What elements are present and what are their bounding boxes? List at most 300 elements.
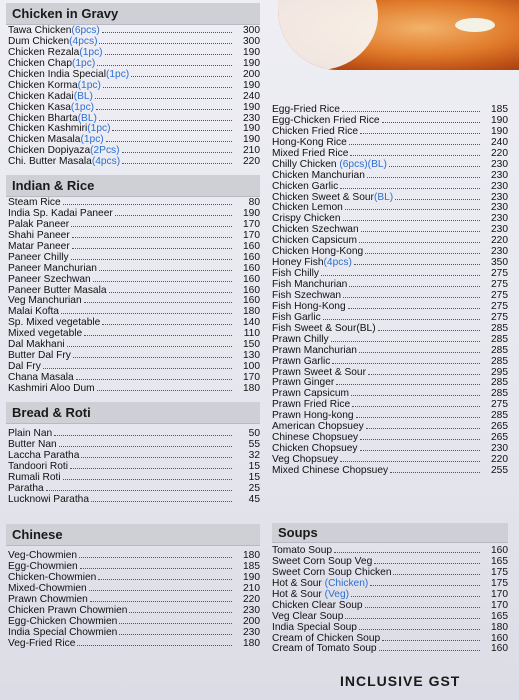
item-price: 275 xyxy=(491,268,508,280)
dot-leader xyxy=(105,47,232,55)
item-note: (1pc) xyxy=(77,79,101,91)
item-label: Prawn Chilly xyxy=(272,333,329,345)
item-price: 45 xyxy=(248,493,260,505)
item-label: Prawn Sweet & Sour xyxy=(272,366,366,378)
dot-leader xyxy=(72,230,232,238)
item-label: Laccha Paratha xyxy=(8,449,80,461)
dot-leader xyxy=(366,421,480,429)
item-label: Chicken Chap xyxy=(8,57,72,69)
menu-item xyxy=(6,219,260,230)
dot-leader xyxy=(59,439,232,447)
item-price: 160 xyxy=(491,545,508,556)
menu-item xyxy=(272,443,508,454)
item-label: Mixed Chinese Chopsuey xyxy=(272,464,389,476)
item-price: 190 xyxy=(243,101,260,113)
item-label: Chicken Kadai xyxy=(8,90,74,102)
item-note: (Chicken) xyxy=(324,577,369,589)
dot-leader xyxy=(331,334,480,342)
item-label: Sweet Corn Soup Chicken xyxy=(272,566,392,578)
menu-section xyxy=(6,3,260,167)
dot-leader xyxy=(70,461,232,469)
menu-item xyxy=(6,594,260,605)
item-label: Chicken Korma xyxy=(8,79,78,91)
dot-leader xyxy=(332,356,480,364)
menu-item xyxy=(272,170,508,181)
item-price: 285 xyxy=(491,410,508,422)
item-price: 275 xyxy=(491,279,508,290)
menu-item xyxy=(272,465,508,476)
item-label: Mixed-Chowmien xyxy=(8,582,87,594)
item-price: 210 xyxy=(243,145,260,157)
dot-leader xyxy=(71,219,232,227)
section-title: Bread & Roti xyxy=(6,402,260,424)
item-label: Chicken Hong-Kong xyxy=(272,246,364,258)
item-note: (2Pcs) xyxy=(90,145,120,157)
item-price: 350 xyxy=(491,257,508,269)
dot-leader xyxy=(365,246,480,254)
item-price: 230 xyxy=(491,213,508,225)
menu-section xyxy=(6,175,260,394)
menu-item xyxy=(6,483,260,494)
item-price: 185 xyxy=(491,104,508,115)
menu-item xyxy=(272,301,508,312)
item-price: 275 xyxy=(491,311,508,323)
item-label: Rumali Roti xyxy=(8,471,61,483)
menu-item xyxy=(6,274,260,285)
menu-item xyxy=(272,589,508,600)
item-note: (1pc) xyxy=(80,134,104,146)
item-price: 190 xyxy=(491,125,508,137)
dot-leader xyxy=(102,25,232,33)
item-label: Chicken Prawn Chowmien xyxy=(8,604,128,616)
item-price: 265 xyxy=(491,432,508,444)
item-price: 165 xyxy=(491,610,508,622)
dot-leader xyxy=(97,58,232,66)
dot-leader xyxy=(122,156,232,164)
item-price: 275 xyxy=(491,289,508,301)
menu-item xyxy=(272,377,508,388)
item-price: 100 xyxy=(243,361,260,373)
menu-item xyxy=(6,123,260,134)
item-label: Fish Garlic xyxy=(272,311,321,323)
menu-item xyxy=(6,572,260,583)
dot-leader xyxy=(370,578,480,586)
item-price: 165 xyxy=(491,555,508,567)
dot-leader xyxy=(340,454,480,462)
item-label: Prawn Hong-kong xyxy=(272,410,354,422)
menu-item xyxy=(6,361,260,372)
item-label: Prawn Fried Rice xyxy=(272,399,351,411)
item-label: Tawa Chicken xyxy=(8,25,72,36)
item-label: Palak Paneer xyxy=(8,218,70,230)
right-item-list xyxy=(272,104,508,476)
dot-leader xyxy=(122,145,232,153)
item-label: Chicken Rezala xyxy=(8,46,80,58)
dot-leader xyxy=(76,372,232,380)
item-label: Chicken Capsicum xyxy=(272,235,357,247)
soups-section xyxy=(272,523,508,654)
item-price: 190 xyxy=(243,57,260,69)
item-price: 220 xyxy=(491,147,508,159)
item-price: 300 xyxy=(243,35,260,47)
item-price: 230 xyxy=(491,202,508,214)
item-price: 230 xyxy=(491,224,508,236)
item-price: 240 xyxy=(243,90,260,102)
item-label: Egg-Fried Rice xyxy=(272,104,340,115)
dot-leader xyxy=(102,317,232,325)
item-price: 295 xyxy=(491,366,508,378)
item-price: 300 xyxy=(243,25,260,36)
dot-leader xyxy=(93,274,232,282)
item-label: Dal Fry xyxy=(8,361,41,373)
menu-item xyxy=(6,208,260,219)
item-price: 230 xyxy=(491,443,508,455)
dot-leader xyxy=(389,159,480,167)
item-label: Mixed Fried Rice xyxy=(272,147,349,159)
item-label: Chicken Fried Rice xyxy=(272,125,359,137)
menu-item xyxy=(272,323,508,334)
dot-leader xyxy=(390,465,480,473)
menu-item xyxy=(272,213,508,224)
menu-item xyxy=(6,58,260,69)
menu-item xyxy=(272,312,508,323)
menu-item xyxy=(272,181,508,192)
item-label: Chilly Chicken xyxy=(272,158,340,170)
dot-leader xyxy=(54,428,232,436)
item-note: (1pc) xyxy=(72,57,96,69)
dot-leader xyxy=(115,208,232,216)
item-price: 230 xyxy=(491,158,508,170)
item-label: Dal Makhani xyxy=(8,339,65,351)
item-note: (1pc) xyxy=(79,46,103,58)
item-label: Fish Chilly xyxy=(272,268,319,280)
menu-item xyxy=(6,285,260,296)
item-label: Fish Manchurian xyxy=(272,279,348,290)
menu-item xyxy=(6,80,260,91)
menu-item xyxy=(6,69,260,80)
dot-leader xyxy=(119,627,232,635)
item-price: 190 xyxy=(243,123,260,135)
menu-item xyxy=(6,295,260,306)
dot-leader xyxy=(395,192,480,200)
item-note: (4pcs) xyxy=(91,156,121,168)
item-label: Veg Manchurian xyxy=(8,295,82,307)
item-label: Cream of Chicken Soup xyxy=(272,632,381,644)
item-label: Paneer Szechwan xyxy=(8,273,91,285)
dot-leader xyxy=(351,589,480,597)
item-label: Dum Chicken xyxy=(8,35,70,47)
section-item-list xyxy=(6,197,260,394)
dot-leader xyxy=(97,383,232,391)
dot-leader xyxy=(349,137,480,145)
menu-item xyxy=(6,428,260,439)
dot-leader xyxy=(360,126,480,134)
item-price: 15 xyxy=(248,460,260,472)
menu-item xyxy=(272,454,508,465)
menu-item xyxy=(272,202,508,213)
menu-item xyxy=(272,556,508,567)
dot-leader xyxy=(109,285,232,293)
dot-leader xyxy=(80,561,232,569)
item-note: (BL) xyxy=(77,112,97,124)
item-name xyxy=(8,639,75,650)
item-label: Cream of Tomato Soup xyxy=(272,643,377,655)
item-price: 170 xyxy=(491,599,508,611)
item-label: Sweet Corn Soup Veg xyxy=(272,555,373,567)
item-price: 170 xyxy=(243,218,260,230)
item-label: Paneer Butter Masala xyxy=(8,284,107,296)
dot-leader xyxy=(334,545,480,553)
item-price: 220 xyxy=(243,593,260,605)
menu-item xyxy=(272,388,508,399)
dot-leader xyxy=(343,213,480,221)
item-label: Fish Hong-Kong xyxy=(272,300,346,312)
dot-leader xyxy=(359,235,480,243)
section-title: Indian & Rice xyxy=(6,175,260,197)
menu-item xyxy=(272,432,508,443)
dot-leader xyxy=(323,312,480,320)
dot-leader xyxy=(351,388,480,396)
dot-leader xyxy=(98,572,232,580)
item-label: Prawn Chowmien xyxy=(8,593,88,605)
menu-item xyxy=(6,328,260,339)
item-label: Chicken Manchurian xyxy=(272,169,365,181)
item-price: 160 xyxy=(243,295,260,307)
item-label: Chicken Kashmiri xyxy=(8,123,88,135)
dot-leader xyxy=(382,115,480,123)
dot-leader xyxy=(321,268,480,276)
item-price: 180 xyxy=(243,382,260,394)
dot-leader xyxy=(129,605,232,613)
item-label: Kashmiri Aloo Dum xyxy=(8,382,95,394)
food-photo xyxy=(278,0,519,70)
dot-leader xyxy=(61,306,232,314)
section-item-list xyxy=(6,550,260,648)
dot-leader xyxy=(365,600,480,608)
menu-item xyxy=(272,633,508,644)
item-price: 230 xyxy=(243,626,260,638)
menu-item xyxy=(272,224,508,235)
item-price: 275 xyxy=(491,399,508,411)
menu-item xyxy=(6,317,260,328)
dot-leader xyxy=(95,91,232,99)
menu-item xyxy=(272,334,508,345)
menu-item xyxy=(272,356,508,367)
item-label: Tomato Soup xyxy=(272,545,333,556)
item-price: 200 xyxy=(243,68,260,80)
dot-leader xyxy=(99,36,232,44)
item-price: 285 xyxy=(491,344,508,356)
menu-item xyxy=(272,643,508,654)
item-price: 285 xyxy=(491,388,508,400)
menu-item xyxy=(6,450,260,461)
item-label: Chicken-Chowmien xyxy=(8,571,97,583)
item-price: 275 xyxy=(491,300,508,312)
menu-item xyxy=(6,252,260,263)
menu-item xyxy=(272,399,508,410)
dot-leader xyxy=(360,432,480,440)
menu-item xyxy=(272,600,508,611)
menu-item xyxy=(272,235,508,246)
menu-section xyxy=(6,524,260,648)
dot-leader xyxy=(73,350,232,358)
dot-leader xyxy=(79,550,232,558)
item-price: 200 xyxy=(243,615,260,627)
menu-section xyxy=(6,402,260,505)
gst-note: INCLUSIVE GST xyxy=(340,673,461,689)
item-label: Malai Kofta xyxy=(8,306,59,318)
menu-item xyxy=(272,578,508,589)
item-label: Chicken Garlic xyxy=(272,180,339,192)
dot-leader xyxy=(356,410,480,418)
dot-leader xyxy=(343,290,480,298)
item-label: Chicken India Special xyxy=(8,68,106,80)
menu-item xyxy=(6,145,260,156)
item-label: Veg Clear Soup xyxy=(272,610,344,622)
item-label: Butter Nan xyxy=(8,438,57,450)
dot-leader xyxy=(119,616,232,624)
dot-leader xyxy=(359,622,480,630)
dot-leader xyxy=(77,638,232,646)
menu-item xyxy=(272,137,508,148)
section-title: Chinese xyxy=(6,524,260,546)
item-price: 190 xyxy=(243,46,260,58)
item-label: India Special Chowmien xyxy=(8,626,118,638)
menu-item xyxy=(272,257,508,268)
item-label: Mixed vegetable xyxy=(8,328,83,340)
item-label: Matar Paneer xyxy=(8,240,70,252)
menu-item xyxy=(6,616,260,627)
item-price: 180 xyxy=(243,637,260,649)
item-label: Chana Masala xyxy=(8,372,74,383)
item-note: (BL) xyxy=(373,191,394,203)
item-label: Egg-Chicken Chowmien xyxy=(8,615,118,627)
item-label: Chi. Butter Masala xyxy=(8,156,92,168)
menu-item xyxy=(6,561,260,572)
soups-item-list xyxy=(272,545,508,654)
item-label: Chinese Chopsuey xyxy=(272,432,359,444)
item-price: 25 xyxy=(248,482,260,494)
item-name xyxy=(8,384,95,395)
item-label: Hot & Sour xyxy=(272,588,325,600)
dot-leader xyxy=(89,583,232,591)
dot-leader xyxy=(342,104,480,112)
plate-image xyxy=(278,0,378,70)
dot-leader xyxy=(354,257,480,265)
item-name xyxy=(8,157,120,168)
menu-item xyxy=(6,134,260,145)
dot-leader xyxy=(131,69,232,77)
menu-item xyxy=(272,345,508,356)
item-label: Plain Nan xyxy=(8,428,53,439)
section-title: Soups xyxy=(272,523,508,543)
dot-leader xyxy=(360,443,480,451)
dot-leader xyxy=(359,345,480,353)
item-price: 230 xyxy=(491,169,508,181)
item-label: Chicken Lemon xyxy=(272,202,343,214)
item-price: 210 xyxy=(243,582,260,594)
item-price: 190 xyxy=(243,207,260,219)
dot-leader xyxy=(112,123,232,131)
item-label: Veg-Chowmien xyxy=(8,550,78,561)
item-price: 160 xyxy=(243,262,260,274)
dot-leader xyxy=(67,339,232,347)
menu-item xyxy=(6,461,260,472)
menu-item xyxy=(6,241,260,252)
item-price: 190 xyxy=(491,114,508,126)
menu-item xyxy=(6,47,260,58)
dot-leader xyxy=(336,377,480,385)
menu-item xyxy=(272,545,508,556)
item-price: 50 xyxy=(248,428,260,439)
dot-leader xyxy=(352,399,480,407)
dot-leader xyxy=(379,643,480,651)
section-item-list xyxy=(6,428,260,505)
menu-item xyxy=(6,583,260,594)
dot-leader xyxy=(91,494,232,502)
item-price: 170 xyxy=(243,372,260,383)
dot-leader xyxy=(46,483,232,491)
item-price: 80 xyxy=(248,197,260,208)
item-price: 285 xyxy=(491,355,508,367)
item-note: (BL) xyxy=(73,90,93,102)
item-price: 220 xyxy=(491,454,508,465)
item-label: Shahi Paneer xyxy=(8,229,70,241)
item-label: Egg-Chicken Fried Rice xyxy=(272,114,380,126)
item-label: Lucknowi Paratha xyxy=(8,493,89,505)
dot-leader xyxy=(99,263,232,271)
item-price: 15 xyxy=(248,471,260,483)
item-price: 285 xyxy=(491,377,508,389)
menu-item xyxy=(272,410,508,421)
item-name xyxy=(8,495,89,506)
menu-item xyxy=(6,230,260,241)
item-price: 180 xyxy=(243,550,260,561)
menu-item xyxy=(272,104,508,115)
dot-leader xyxy=(81,450,232,458)
item-price: 230 xyxy=(243,112,260,124)
menu-item xyxy=(6,91,260,102)
item-note: (4pcs) xyxy=(323,257,352,269)
item-price: 140 xyxy=(243,317,260,329)
item-price: 150 xyxy=(243,339,260,351)
menu-item xyxy=(272,367,508,378)
dot-leader xyxy=(345,202,480,210)
item-label: Chicken Sweet & Sour xyxy=(272,191,374,203)
item-price: 160 xyxy=(491,643,508,655)
dot-leader xyxy=(90,594,232,602)
item-label: Veg Chopsuey xyxy=(272,454,339,465)
menu-item xyxy=(6,350,260,361)
item-price: 160 xyxy=(243,284,260,296)
menu-item xyxy=(272,126,508,137)
menu-item xyxy=(6,494,260,505)
item-note: (1pc) xyxy=(105,68,130,80)
item-price: 230 xyxy=(491,191,508,203)
menu-item xyxy=(272,159,508,170)
item-price: 130 xyxy=(243,350,260,362)
garnish-image xyxy=(455,18,495,32)
item-name xyxy=(272,644,377,655)
menu-item xyxy=(272,268,508,279)
item-price: 190 xyxy=(243,134,260,146)
dot-leader xyxy=(63,197,232,205)
dot-leader xyxy=(368,367,480,375)
item-price: 55 xyxy=(248,438,260,450)
item-price: 160 xyxy=(243,240,260,252)
item-label: India Special Soup xyxy=(272,621,357,633)
menu-item xyxy=(272,611,508,622)
